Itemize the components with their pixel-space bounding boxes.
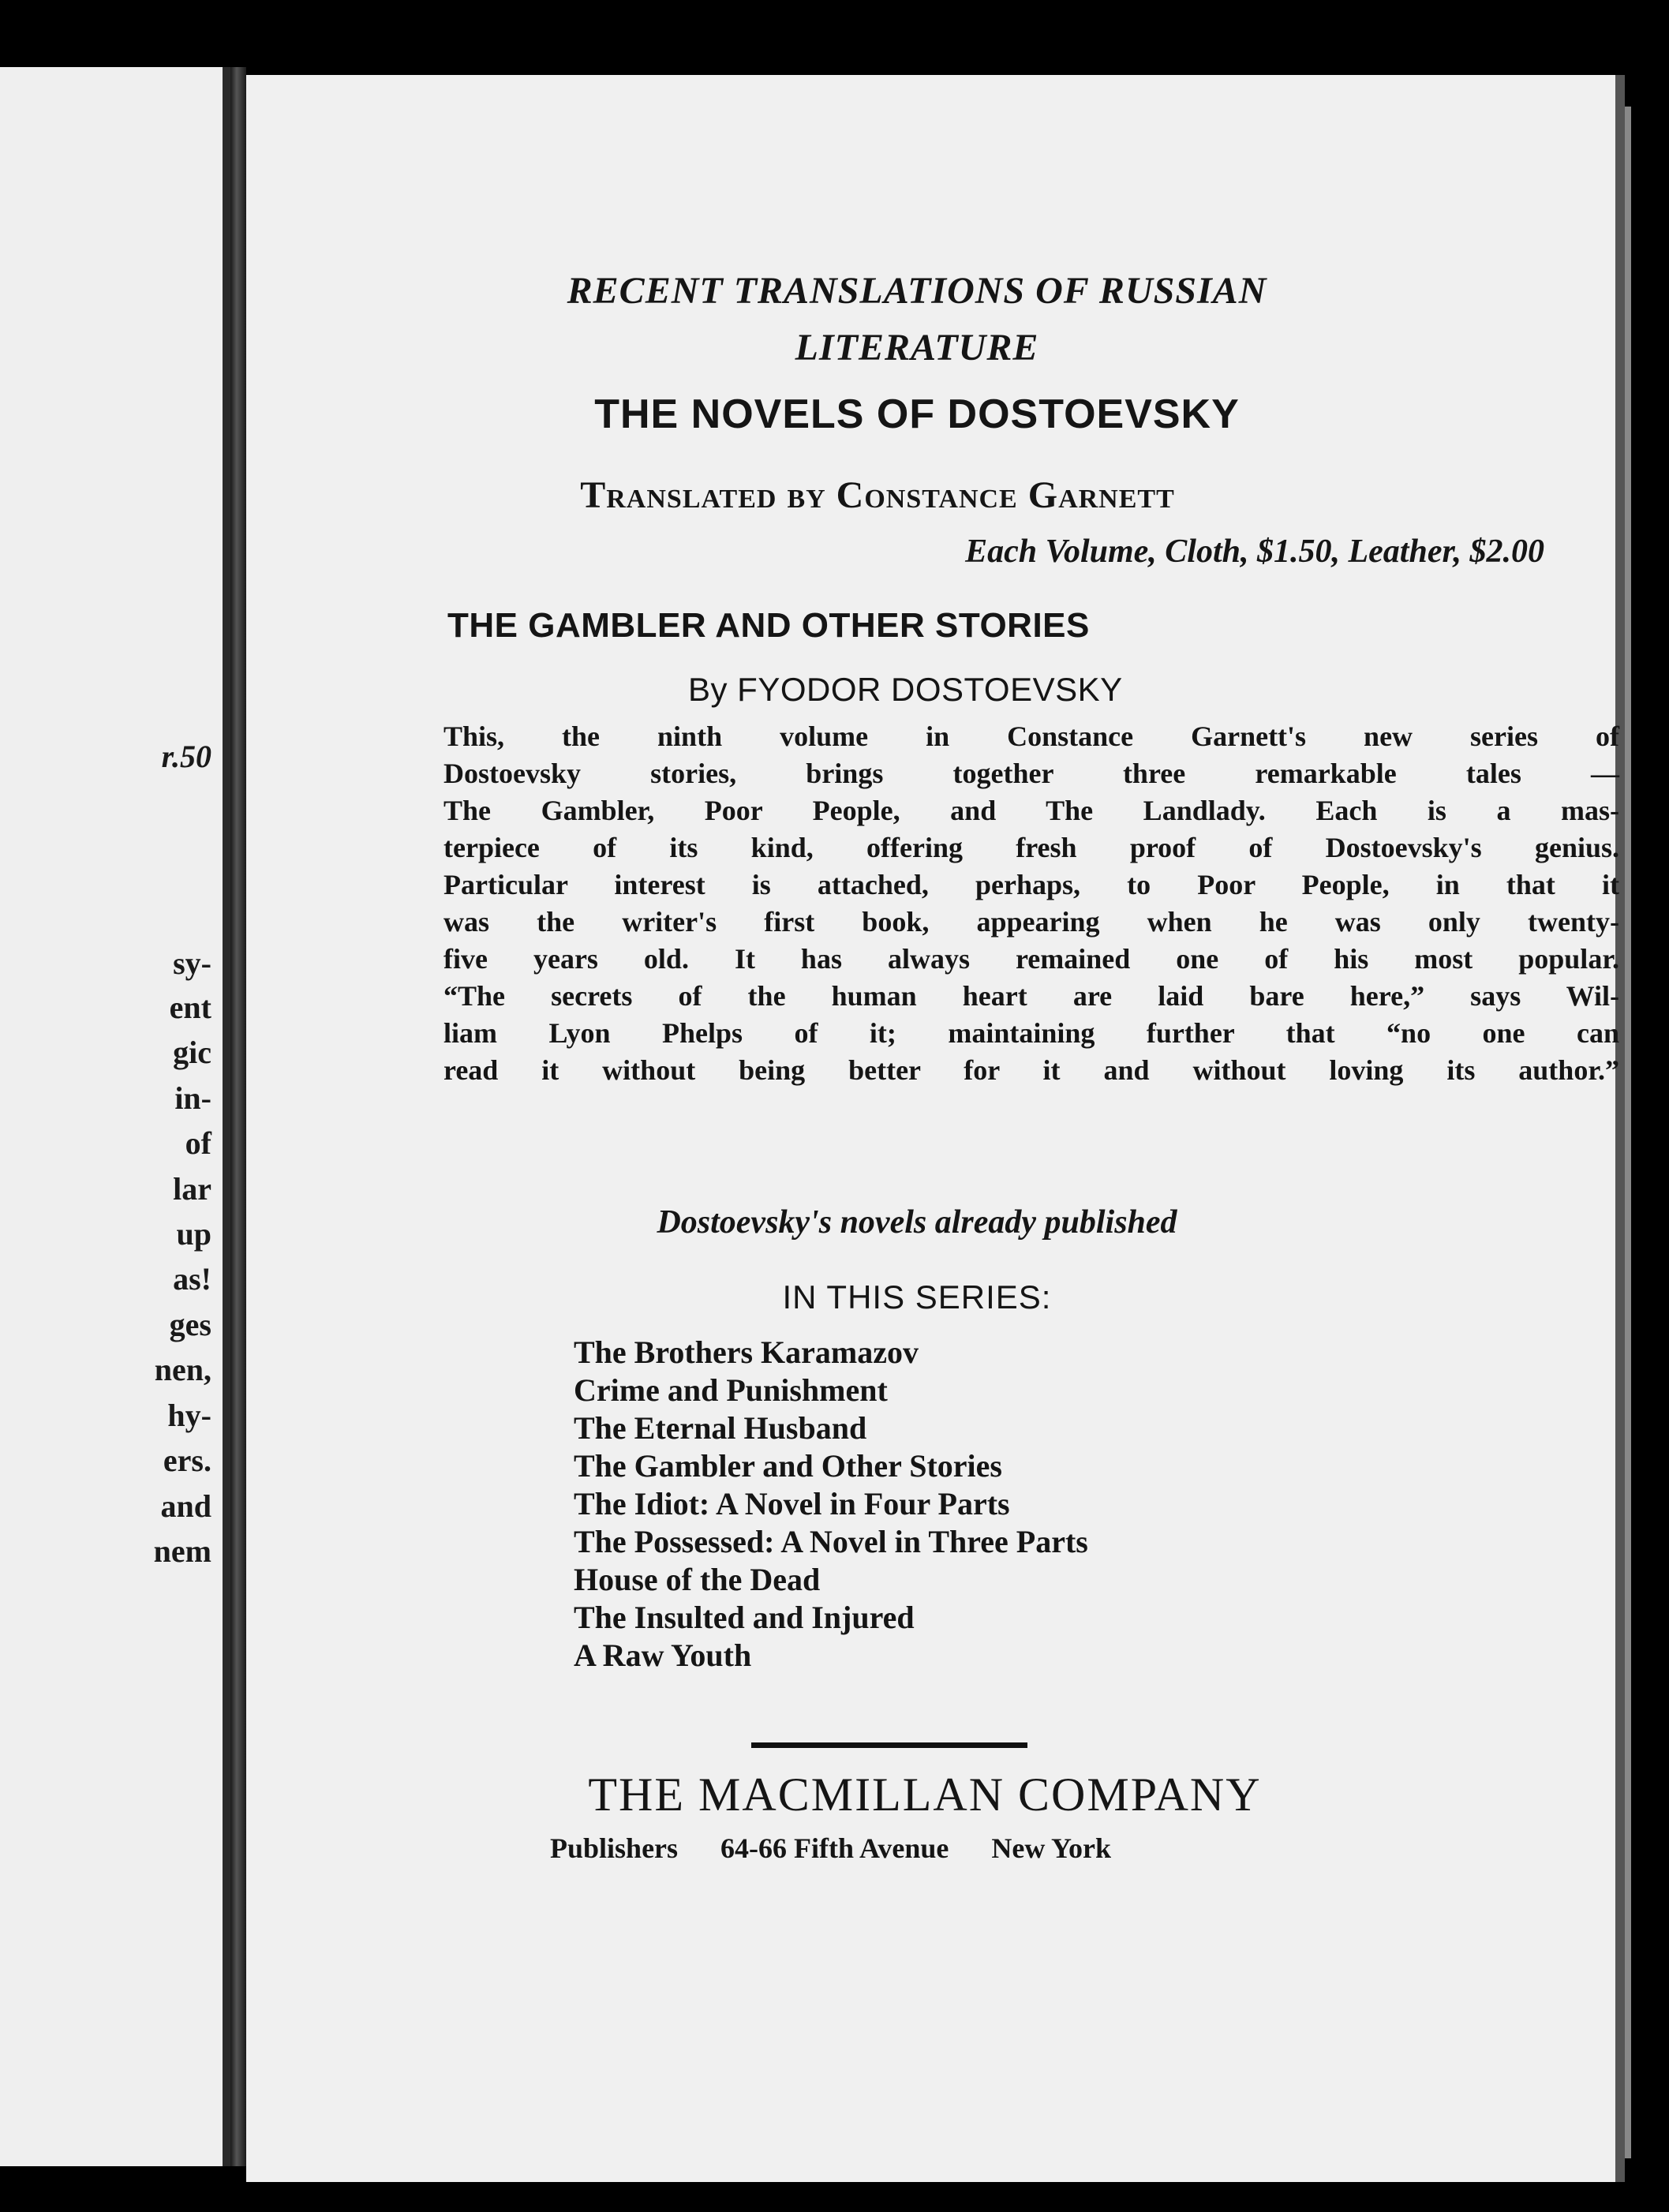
description-line: This, the ninth volume in Constance Garnett's new series of: [443, 720, 1619, 752]
description-line: The Gambler, Poor People, and The Landlady. Each is a mas-: [443, 795, 1619, 826]
list-item: The Possessed: A Novel in Three Parts: [574, 1524, 1088, 1559]
left-fragment: and: [160, 1488, 211, 1524]
left-fragment: up: [176, 1216, 211, 1252]
list-item: The Idiot: A Novel in Four Parts: [574, 1486, 1010, 1521]
publisher-name: THE MACMILLAN COMPANY: [588, 1768, 1262, 1821]
publisher-city: New York: [991, 1832, 1112, 1864]
list-item: The Brothers Karamazov: [574, 1334, 919, 1370]
price-line: Each Volume, Cloth, $1.50, Leather, $2.00: [965, 533, 1544, 570]
description-line: liam Lyon Phelps of it; maintaining further that “no one can: [443, 1017, 1619, 1049]
right-page: [246, 75, 1625, 2182]
book-gutter: [230, 67, 246, 2166]
publisher-address: [550, 1832, 1147, 1865]
left-fragment: ges: [169, 1307, 211, 1342]
publisher-street: 64-66 Fifth Avenue: [720, 1832, 949, 1864]
left-fragment: as!: [173, 1261, 211, 1297]
list-item: House of the Dead: [574, 1562, 821, 1597]
page-heading-line2: LITERATURE: [795, 327, 1039, 369]
page-heading-line1: RECENT TRANSLATIONS OF RUSSIAN: [567, 270, 1267, 312]
list-item: The Eternal Husband: [574, 1410, 867, 1446]
left-fragment: r.50: [161, 739, 211, 774]
description-line: Dostoevsky stories, brings together three remarkable tales —: [443, 758, 1619, 789]
left-fragment: hy-: [167, 1398, 211, 1433]
series-title: THE NOVELS OF DOSTOEVSKY: [594, 391, 1240, 437]
left-fragment: nem: [153, 1533, 211, 1569]
list-item: The Insulted and Injured: [574, 1600, 915, 1635]
published-book-list: [574, 1334, 1088, 1675]
left-fragment: lar: [173, 1171, 211, 1207]
translator-credit: Translated by Constance Garnett: [580, 474, 1175, 516]
already-published-heading: Dostoevsky's novels already published: [657, 1204, 1177, 1241]
featured-description: [443, 718, 1619, 1089]
left-page: [0, 67, 230, 2166]
list-item: Crime and Punishment: [574, 1372, 888, 1408]
left-fragment: gic: [173, 1035, 211, 1070]
left-fragment: of: [185, 1125, 211, 1161]
list-item: A Raw Youth: [574, 1637, 752, 1673]
left-fragment: ent: [169, 990, 211, 1025]
page-content: [246, 75, 1619, 2182]
in-this-series-heading: IN THIS SERIES:: [782, 1278, 1052, 1316]
left-fragment: sy-: [173, 945, 211, 981]
featured-book-author: By FYODOR DOSTOEVSKY: [688, 671, 1123, 708]
description-line: was the writer's first book, appearing when he was only twenty-: [443, 906, 1619, 938]
left-fragment: nen,: [154, 1352, 211, 1387]
publisher-role: Publishers: [550, 1832, 679, 1864]
description-line: Particular interest is attached, perhaps, to Poor People, in that it: [443, 869, 1619, 900]
list-item: The Gambler and Other Stories: [574, 1448, 1002, 1484]
left-fragment: in-: [174, 1080, 211, 1116]
description-line: read it without being better for it and without loving its author.”: [443, 1054, 1619, 1086]
left-fragment: ers.: [163, 1443, 211, 1478]
description-line: five years old. It has always remained one of his most popular.: [443, 943, 1619, 975]
divider-rule: [751, 1742, 1027, 1748]
description-line: terpiece of its kind, offering fresh proof of Dostoevsky's genius.: [443, 832, 1619, 863]
description-line: “The secrets of the human heart are laid bare here,” says Wil-: [443, 980, 1619, 1012]
featured-book-title: THE GAMBLER AND OTHER STORIES: [447, 606, 1090, 645]
